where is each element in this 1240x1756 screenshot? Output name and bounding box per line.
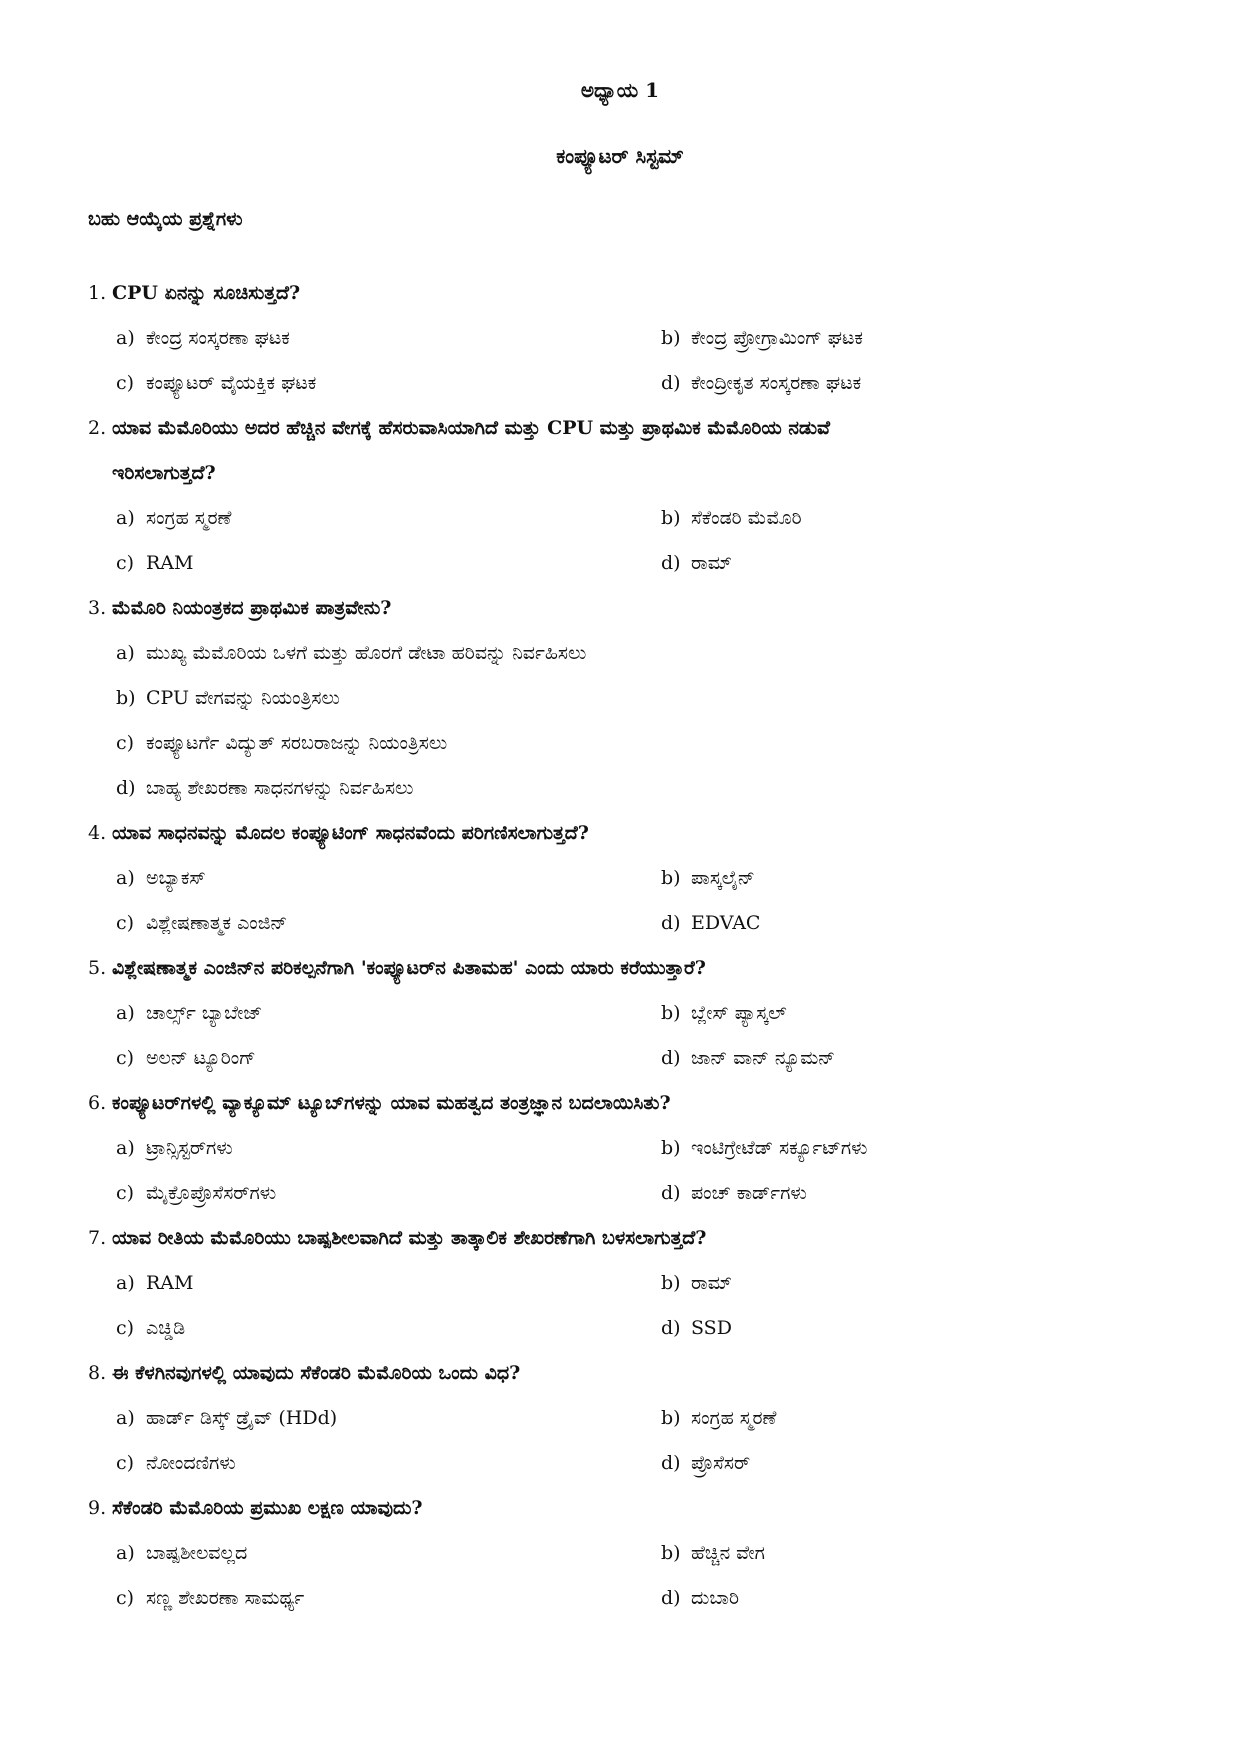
option-text: ಇಂಟಿಗ್ರೇಟೆಡ್ ಸರ್ಕ್ಯೂಟ್‌ಗಳು xyxy=(691,1136,868,1159)
answer-option xyxy=(88,1587,661,1609)
question-block xyxy=(88,585,1088,810)
option-label: a) xyxy=(116,866,135,889)
option-text: ರಾಮ್ xyxy=(691,551,732,574)
option-label: b) xyxy=(661,1406,681,1429)
option-row xyxy=(88,900,1088,945)
option-label: d) xyxy=(661,911,681,934)
answer-option xyxy=(88,912,661,934)
option-row xyxy=(88,1035,1088,1080)
question-text xyxy=(88,585,1088,630)
option-label: c) xyxy=(116,1451,135,1474)
option-label: a) xyxy=(116,1406,135,1429)
option-text: ಬಾಷ್ಪಶೀಲವಲ್ಲದ xyxy=(146,1541,248,1564)
question-number: 5. xyxy=(88,956,107,979)
question-text xyxy=(88,810,1088,855)
option-text: ಸೆಕೆಂಡರಿ ಮೆಮೊರಿ xyxy=(691,506,802,529)
option-label: c) xyxy=(116,1046,135,1069)
option-label: b) xyxy=(661,506,681,529)
option-text: ಕೇಂದ್ರ ಪ್ರೋಗ್ರಾಮಿಂಗ್ ಘಟಕ xyxy=(691,326,863,349)
option-row xyxy=(88,720,1088,765)
option-text: ಸಂಗ್ರಹ ಸ್ಮರಣೆ xyxy=(146,506,232,529)
question-number: 7. xyxy=(88,1226,107,1249)
option-row xyxy=(88,1125,1088,1170)
question-line: ಯಾವ ಸಾಧನವನ್ನು ಮೊದಲ ಕಂಪ್ಯೂಟಿಂಗ್ ಸಾಧನವೆಂದು ಪರಿಗಣಿಸಲಾಗುತ್ತದೆ? xyxy=(112,821,589,844)
option-text: ಪಂಚ್ ಕಾರ್ಡ್‌ಗಳು xyxy=(691,1181,807,1204)
question-block xyxy=(88,405,1088,585)
question-text xyxy=(88,405,1088,450)
option-label: b) xyxy=(661,1271,681,1294)
question-number: 1. xyxy=(88,281,107,304)
answer-option xyxy=(661,1317,732,1339)
option-label: c) xyxy=(116,371,135,394)
option-label: a) xyxy=(116,1541,135,1564)
answer-option xyxy=(661,1542,765,1564)
option-row xyxy=(88,1440,1088,1485)
question-line: ಯಾವ ರೀತಿಯ ಮೆಮೊರಿಯು ಬಾಷ್ಪಶೀಲವಾಗಿದೆ ಮತ್ತು ತಾತ್ಕಾಲಿಕ ಶೇಖರಣೆಗಾಗಿ ಬಳಸಲಾಗುತ್ತದೆ? xyxy=(112,1226,707,1249)
answer-option xyxy=(661,1272,732,1294)
option-text: ಹೆಚ್ಚಿನ ವೇಗ xyxy=(691,1541,765,1564)
option-label: a) xyxy=(116,641,135,664)
answer-option xyxy=(88,1137,661,1159)
option-row xyxy=(88,855,1088,900)
question-block xyxy=(88,1080,1088,1215)
question-line: ಇರಿಸಲಾಗುತ್ತದೆ? xyxy=(112,461,216,484)
answer-option xyxy=(661,327,863,349)
answer-option xyxy=(661,912,760,934)
question-line: ಕಂಪ್ಯೂಟರ್‌ಗಳಲ್ಲಿ ವ್ಯಾಕ್ಯೂಮ್ ಟ್ಯೂಬ್‌ಗಳನ್ನು ಯಾವ ಮಹತ್ವದ ತಂತ್ರಜ್ಞಾನ ಬದಲಾಯಿಸಿತು? xyxy=(112,1091,671,1114)
option-row xyxy=(88,1170,1088,1215)
answer-option xyxy=(661,507,802,529)
option-label: a) xyxy=(116,506,135,529)
answer-option xyxy=(661,1182,807,1204)
option-text: ಎಚ್ಡಿಡಿ xyxy=(146,1316,186,1339)
option-text: RAM xyxy=(146,551,194,574)
option-row xyxy=(88,495,1088,540)
option-label: d) xyxy=(661,1316,681,1339)
option-text: ಮುಖ್ಯ ಮೆಮೊರಿಯ ಒಳಗೆ ಮತ್ತು ಹೊರಗೆ ಡೇಟಾ ಹರಿವನ್ನು ನಿರ್ವಹಿಸಲು xyxy=(146,641,587,664)
answer-option xyxy=(88,1272,661,1294)
option-row xyxy=(88,630,1088,675)
question-number: 8. xyxy=(88,1361,107,1384)
option-label: c) xyxy=(116,1316,135,1339)
answer-option xyxy=(88,327,661,349)
option-text: ಸಣ್ಣ ಶೇಖರಣಾ ಸಾಮರ್ಥ್ಯ xyxy=(146,1586,305,1609)
option-label: a) xyxy=(116,1001,135,1024)
option-text: ಟ್ರಾನ್ಸಿಸ್ಟರ್‌ಗಳು xyxy=(146,1136,233,1159)
answer-option xyxy=(88,777,413,799)
question-line: ವಿಶ್ಲೇಷಣಾತ್ಮಕ ಎಂಜಿನ್‌ನ ಪರಿಕಲ್ಪನೆಗಾಗಿ 'ಕಂಪ್ಯೂಟರ್‌ನ ಪಿತಾಮಹ' ಎಂದು ಯಾರು ಕರೆಯುತ್ತಾರೆ? xyxy=(112,956,706,979)
question-block xyxy=(88,810,1088,945)
chapter-heading: ಅಧ್ಯಾಯ 1 xyxy=(580,78,660,102)
page-title: ಕಂಪ್ಯೂಟರ್ ಸಿಸ್ಟಮ್ xyxy=(556,144,684,168)
answer-option xyxy=(661,1002,787,1024)
question-block xyxy=(88,270,1088,405)
question-block xyxy=(88,945,1088,1080)
question-line: ಈ ಕೆಳಗಿನವುಗಳಲ್ಲಿ ಯಾವುದು ಸೆಕೆಂಡರಿ ಮೆಮೊರಿಯ ಒಂದು ವಿಧ? xyxy=(112,1361,521,1384)
answer-option xyxy=(88,687,340,709)
option-row xyxy=(88,360,1088,405)
answer-option xyxy=(88,1182,661,1204)
answer-option xyxy=(88,1407,661,1429)
option-row xyxy=(88,1395,1088,1440)
question-line: ಸೆಕೆಂಡರಿ ಮೆಮೊರಿಯ ಪ್ರಮುಖ ಲಕ್ಷಣ ಯಾವುದು? xyxy=(112,1496,423,1519)
answer-option xyxy=(661,1047,835,1069)
answer-option xyxy=(88,1542,661,1564)
option-text: EDVAC xyxy=(691,911,761,934)
option-text: ಕಂಪ್ಯೂಟರ್ಗೆ ವಿದ್ಯುತ್ ಸರಬರಾಜನ್ನು ನಿಯಂತ್ರಿಸಲು xyxy=(146,731,448,754)
option-label: a) xyxy=(116,326,135,349)
answer-option xyxy=(661,1587,739,1609)
option-text: ದುಬಾರಿ xyxy=(691,1586,740,1609)
option-text: ಕೇಂದ್ರೀಕೃತ ಸಂಸ್ಕರಣಾ ಘಟಕ xyxy=(691,371,862,394)
option-row xyxy=(88,1260,1088,1305)
answer-option xyxy=(661,1407,776,1429)
option-text: ಹಾರ್ಡ್ ಡಿಸ್ಕ್ ಡ್ರೈವ್ (HDd) xyxy=(146,1406,338,1429)
option-row xyxy=(88,1305,1088,1350)
option-label: d) xyxy=(116,776,136,799)
question-block xyxy=(88,1350,1088,1485)
option-text: ವಿಶ್ಲೇಷಣಾತ್ಮಕ ಎಂಜಿನ್ xyxy=(146,911,288,934)
option-text: ಚಾರ್ಲ್ಸ್ ಬ್ಯಾಬೇಜ್ xyxy=(146,1001,263,1024)
option-text: ಕೇಂದ್ರ ಸಂಸ್ಕರಣಾ ಘಟಕ xyxy=(146,326,290,349)
question-block xyxy=(88,1485,1088,1620)
answer-option xyxy=(661,1452,750,1474)
answer-option xyxy=(661,867,755,889)
option-label: b) xyxy=(661,1136,681,1159)
question-text xyxy=(88,450,1088,495)
answer-option xyxy=(88,642,586,664)
option-row xyxy=(88,540,1088,585)
answer-option xyxy=(88,867,661,889)
option-label: b) xyxy=(661,866,681,889)
option-row xyxy=(88,765,1088,810)
option-row xyxy=(88,990,1088,1035)
question-line: ಮೆಮೊರಿ ನಿಯಂತ್ರಕದ ಪ್ರಾಥಮಿಕ ಪಾತ್ರವೇನು? xyxy=(112,596,392,619)
answer-option xyxy=(88,1452,661,1474)
option-label: b) xyxy=(661,1001,681,1024)
question-text xyxy=(88,1485,1088,1530)
option-label: d) xyxy=(661,1046,681,1069)
option-label: d) xyxy=(661,1586,681,1609)
answer-option xyxy=(88,1002,661,1024)
option-text: ರಾಮ್ xyxy=(691,1271,732,1294)
option-label: c) xyxy=(116,911,135,934)
option-row xyxy=(88,315,1088,360)
question-number: 9. xyxy=(88,1496,107,1519)
question-text xyxy=(88,1080,1088,1125)
answer-option xyxy=(88,732,447,754)
option-label: c) xyxy=(116,551,135,574)
section-heading: ಬಹು ಆಯ್ಕೆಯ ಪ್ರಶ್ನೆಗಳು xyxy=(88,208,243,230)
question-text xyxy=(88,945,1088,990)
answer-option xyxy=(661,1137,867,1159)
question-list xyxy=(88,270,1088,1620)
answer-option xyxy=(88,1317,661,1339)
option-row xyxy=(88,1530,1088,1575)
option-label: b) xyxy=(661,1541,681,1564)
option-text: ಪ್ರೊಸೆಸರ್ xyxy=(691,1451,751,1474)
option-text: CPU ವೇಗವನ್ನು ನಿಯಂತ್ರಿಸಲು xyxy=(146,686,340,709)
answer-option xyxy=(661,552,732,574)
answer-option xyxy=(88,507,661,529)
option-text: ಮೈಕ್ರೊಪ್ರೊಸೆಸರ್‌ಗಳು xyxy=(146,1181,277,1204)
option-text: ನೋಂದಣಿಗಳು xyxy=(146,1451,236,1474)
option-text: ಸಂಗ್ರಹ ಸ್ಮರಣೆ xyxy=(691,1406,777,1429)
option-label: b) xyxy=(661,326,681,349)
option-text: ಕಂಪ್ಯೂಟರ್ ವೈಯಕ್ತಿಕ ಘಟಕ xyxy=(146,371,317,394)
option-text: ಬಾಹ್ಯ ಶೇಖರಣಾ ಸಾಧನಗಳನ್ನು ನಿರ್ವಹಿಸಲು xyxy=(146,776,414,799)
option-label: b) xyxy=(116,686,136,709)
option-text: SSD xyxy=(691,1316,732,1339)
option-row xyxy=(88,675,1088,720)
question-text xyxy=(88,1215,1088,1260)
option-row xyxy=(88,1575,1088,1620)
option-text: ಬ್ಲೇಸ್ ಪ್ಯಾಸ್ಕಲ್ xyxy=(691,1001,787,1024)
option-label: a) xyxy=(116,1136,135,1159)
question-number: 4. xyxy=(88,821,107,844)
option-text: RAM xyxy=(146,1271,194,1294)
question-number: 2. xyxy=(88,416,107,439)
answer-option xyxy=(88,552,661,574)
question-block xyxy=(88,1215,1088,1350)
answer-option xyxy=(88,372,661,394)
option-label: d) xyxy=(661,1451,681,1474)
option-label: c) xyxy=(116,1586,135,1609)
option-label: c) xyxy=(116,1181,135,1204)
question-line: ಯಾವ ಮೆಮೊರಿಯು ಅದರ ಹೆಚ್ಚಿನ ವೇಗಕ್ಕೆ ಹೆಸರುವಾಸಿಯಾಗಿದೆ ಮತ್ತು CPU ಮತ್ತು ಪ್ರಾಥಮಿಕ ಮೆಮೊರಿಯ ನಡುವೆ xyxy=(112,416,830,439)
question-text xyxy=(88,270,1088,315)
answer-option xyxy=(88,1047,661,1069)
option-label: d) xyxy=(661,1181,681,1204)
option-label: d) xyxy=(661,551,681,574)
option-label: c) xyxy=(116,731,135,754)
option-label: a) xyxy=(116,1271,135,1294)
option-text: ಜಾನ್ ವಾನ್ ನ್ಯೂಮನ್ xyxy=(691,1046,835,1069)
answer-option xyxy=(661,372,861,394)
option-text: ಅಬ್ಯಾಕಸ್ xyxy=(146,866,206,889)
option-text: ಅಲನ್ ಟ್ಯೂರಿಂಗ್ xyxy=(146,1046,256,1069)
question-text xyxy=(88,1350,1088,1395)
question-number: 3. xyxy=(88,596,107,619)
option-label: d) xyxy=(661,371,681,394)
question-number: 6. xyxy=(88,1091,107,1114)
question-line: CPU ಏನನ್ನು ಸೂಚಿಸುತ್ತದೆ? xyxy=(112,281,301,304)
option-text: ಪಾಸ್ಕಲೈನ್ xyxy=(691,866,755,889)
